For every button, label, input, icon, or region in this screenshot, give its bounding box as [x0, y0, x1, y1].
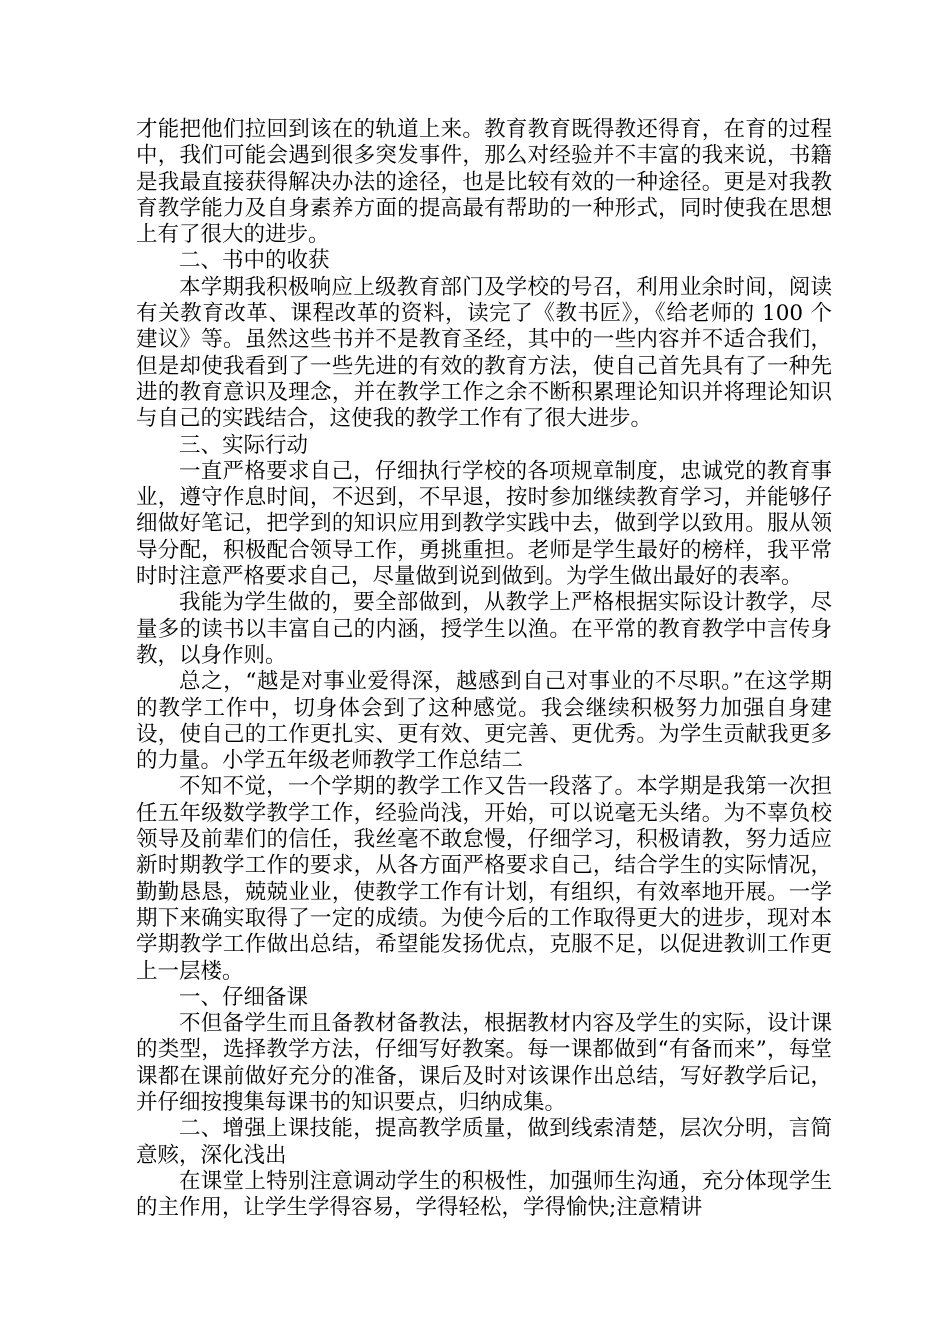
section-heading: 二、书中的收获: [179, 248, 330, 274]
paragraph: 不知不觉，一个学期的教学工作又告一段落了。本学期是我第一次担任五年级数学教学工作，经验尚浅，开始，可以说毫无头绪。为不辜负校领导及前辈们的信任，我丝毫不敢怠慢，仔细学习，积极请教，努力适应新时期教学工作的要求，从各方面严格要求自己，结合学生的实际情况，勤勤恳恳，兢兢业业，使教学工作有计划，有组织，有效率地开展。一学期下来确实取得了一定的成绩。为使今后的工作取得更大的进步，现对本学期教学工作做出总结，希望能发扬优点，克服不足，以促进教训工作更上一层楼。: [136, 774, 832, 984]
paragraph: 一直严格要求自己，仔细执行学校的各项规章制度，忠诚党的教育事业，遵守作息时间，不迟到，不早退，按时参加继续教育学习，并能够仔细做好笔记，把学到的知识应用到教学实践中去，做到学以致用。服从领导分配，积极配合领导工作，勇挑重担。老师是学生最好的榜样，我平常时时注意严格要求自己，尽量做到说到做到。为学生做出最好的表率。: [136, 458, 832, 590]
paragraph: 总之，“越是对事业爱得深，越感到自己对事业的不尽职。”在这学期的教学工作中，切身体会到了这种感觉。我会继续积极努力加强自身建设，使自己的工作更扎实、更有效、更完善、更优秀。为学生贡献我更多的力量。小学五年级老师教学工作总结二: [136, 669, 832, 774]
section-heading: 二、增强上课技能，提高教学质量，做到线索清楚，层次分明，言简意赅，深化浅出: [136, 1116, 832, 1168]
paragraph: 在课堂上特别注意调动学生的积极性，加强师生沟通，充分体现学生的主作用，让学生学得容易，学得轻松，学得愉快;注意精讲: [136, 1168, 832, 1221]
paragraph: 不但备学生而且备教材备教法，根据教材内容及学生的实际，设计课的类型，选择教学方法，仔细写好教案。每一课都做到“有备而来”，每堂课都在课前做好充分的准备，课后及时对该课作出总结，写好教学后记，并仔细按搜集每课书的知识要点，归纳成集。: [136, 1011, 832, 1115]
paragraph: 我能为学生做的，要全部做到，从教学上严格根据实际设计教学，尽量多的读书以丰富自己的内涵，授学生以渔。在平常的教育教学中言传身教，以身作则。: [136, 590, 832, 668]
paragraph: 本学期我积极响应上级教育部门及学校的号召，利用业余时间，阅读有关教育改革、课程改革的资料，读完了《教书匠》，《给老师的 100 个建议》等。虽然这些书并不是教育圣经，其中的一些内容并不适合我们，但是却使我看到了一些先进的有效的教育方法，使自己首先具有了一种先进的教育意识及理念，并在教学工作之余不断积累理论知识并将理论知识与自己的实践结合，这使我的教学工作有了很大进步。: [136, 274, 832, 432]
section-heading: 三、实际行动: [179, 432, 309, 458]
section-heading: 一、仔细备课: [179, 984, 309, 1010]
document-page: [136, 117, 832, 1221]
paragraph: 才能把他们拉回到该在的轨道上来。教育教育既得教还得育，在育的过程中，我们可能会遇到很多突发事件，那么对经验并不丰富的我来说，书籍是我最直接获得解决办法的途径，也是比较有效的一种途径。更是对我教育教学能力及自身素养方面的提高最有帮助的一种形式，同时使我在思想上有了很大的进步。: [136, 117, 832, 248]
